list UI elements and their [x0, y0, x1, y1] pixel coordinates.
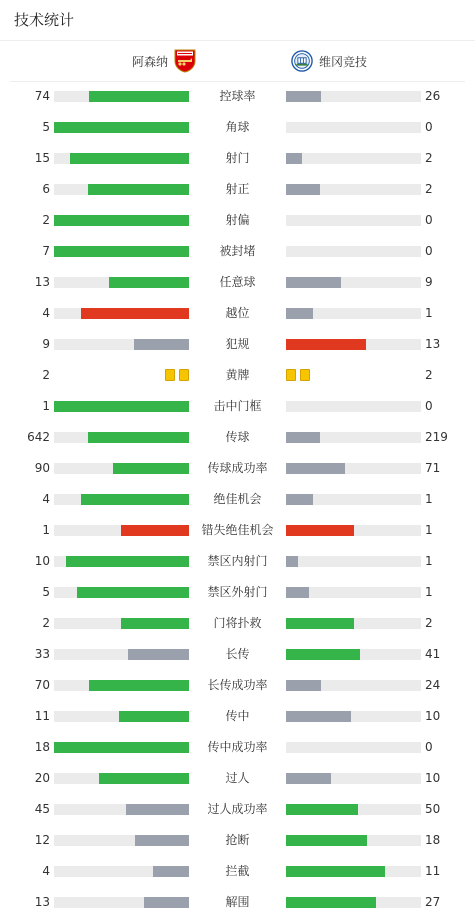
- stat-label: 射偏: [225, 213, 250, 227]
- home-stat-bar-fill: [134, 339, 189, 350]
- divider: [0, 40, 475, 41]
- away-stat-value: 41: [425, 647, 441, 661]
- away-stat-value: 2: [425, 151, 433, 165]
- away-stat-bar-fill: [286, 525, 354, 536]
- home-stat-bar: [54, 432, 189, 443]
- home-stat-value: 642: [27, 430, 50, 444]
- home-stat-bar-fill: [126, 804, 189, 815]
- away-stat-bar: [286, 587, 421, 598]
- home-stat-value: 4: [42, 492, 50, 506]
- home-stat-bar-fill: [121, 618, 189, 629]
- home-stat-bar: [54, 277, 189, 288]
- away-stat-value: 0: [425, 740, 433, 754]
- yellow-card-icon: [179, 369, 189, 381]
- away-stat-bar: [286, 618, 421, 629]
- home-stat-bar: [54, 339, 189, 350]
- away-stat-bar-fill: [286, 835, 367, 846]
- away-stat-value: 50: [425, 802, 441, 816]
- stat-label: 过人成功率: [207, 802, 268, 816]
- home-stat-value: 90: [34, 461, 50, 475]
- away-stat-bar-fill: [286, 711, 351, 722]
- home-stat-bar-fill: [70, 153, 189, 164]
- yellow-card-icon: [165, 369, 175, 381]
- stat-label: 黄牌: [225, 368, 250, 382]
- away-stat-bar-fill: [286, 556, 298, 567]
- home-stat-bar: [54, 897, 189, 908]
- home-stat-bar: [54, 618, 189, 629]
- home-stat-bar: [54, 835, 189, 846]
- stat-label: 被封堵: [219, 244, 256, 258]
- stat-row: [0, 273, 475, 291]
- away-stat-value: 1: [425, 306, 433, 320]
- stat-row: [0, 676, 475, 694]
- away-stat-bar: [286, 556, 421, 567]
- home-stat-bar: [54, 184, 189, 195]
- home-stat-value: 15: [34, 151, 50, 165]
- stat-label: 犯规: [225, 337, 250, 351]
- away-stat-value: 24: [425, 678, 441, 692]
- stat-row: [0, 366, 475, 384]
- stat-label: 传球成功率: [207, 461, 268, 475]
- home-stat-value: 10: [34, 554, 50, 568]
- away-stat-value: 219: [425, 430, 448, 444]
- away-stat-bar-fill: [286, 153, 302, 164]
- home-stat-bar: [54, 525, 189, 536]
- yellow-card-icon: [300, 369, 310, 381]
- away-stat-value: 11: [425, 864, 441, 878]
- home-stat-bar-fill: [54, 246, 189, 257]
- stat-row: [0, 645, 475, 663]
- stat-label: 传球: [225, 430, 250, 444]
- away-stat-bar: [286, 649, 421, 660]
- home-stat-bar: [54, 463, 189, 474]
- home-stat-bar-fill: [77, 587, 189, 598]
- home-stat-bar: [54, 649, 189, 660]
- away-stat-bar: [286, 215, 421, 226]
- away-stat-value: 0: [425, 399, 433, 413]
- stat-label: 错失绝佳机会: [201, 523, 274, 537]
- stat-row: [0, 180, 475, 198]
- home-stat-bar: [54, 215, 189, 226]
- stat-label: 禁区外射门: [207, 585, 268, 599]
- away-stat-value: 9: [425, 275, 433, 289]
- home-stat-bar-fill: [54, 215, 189, 226]
- away-yellow-cards: [286, 369, 310, 382]
- wigan-crest-icon: [291, 49, 313, 73]
- away-stat-value: 10: [425, 709, 441, 723]
- home-stat-bar: [54, 587, 189, 598]
- home-stat-bar-fill: [54, 401, 189, 412]
- away-stat-value: 18: [425, 833, 441, 847]
- home-stat-bar: [54, 308, 189, 319]
- stat-row: [0, 769, 475, 787]
- stat-row: [0, 397, 475, 415]
- away-stat-bar: [286, 804, 421, 815]
- away-stat-bar-fill: [286, 463, 345, 474]
- away-stat-bar: [286, 711, 421, 722]
- stat-label: 射门: [225, 151, 250, 165]
- home-stat-bar-fill: [135, 835, 189, 846]
- stat-row: [0, 800, 475, 818]
- home-stat-value: 13: [34, 275, 50, 289]
- stat-label: 射正: [225, 182, 250, 196]
- home-stat-value: 4: [42, 306, 50, 320]
- away-stat-bar: [286, 897, 421, 908]
- stat-label: 传中成功率: [207, 740, 268, 754]
- home-stat-value: 20: [34, 771, 50, 785]
- away-stat-value: 71: [425, 461, 441, 475]
- home-stat-bar: [54, 680, 189, 691]
- home-stat-bar-fill: [81, 494, 189, 505]
- away-stat-bar-fill: [286, 339, 366, 350]
- away-stat-value: 2: [425, 368, 433, 382]
- away-stat-value: 27: [425, 895, 441, 909]
- page-title: 技术统计: [14, 11, 75, 29]
- home-stat-bar-fill: [88, 432, 189, 443]
- away-stat-bar: [286, 184, 421, 195]
- stat-label: 抢断: [225, 833, 250, 847]
- stat-row: [0, 738, 475, 756]
- home-stat-value: 70: [34, 678, 50, 692]
- away-stat-bar-fill: [286, 897, 376, 908]
- away-stat-bar-fill: [286, 866, 385, 877]
- stat-label: 长传: [225, 647, 250, 661]
- away-stat-value: 0: [425, 120, 433, 134]
- away-stat-bar: [286, 308, 421, 319]
- home-stat-value: 11: [34, 709, 50, 723]
- home-stat-bar: [54, 153, 189, 164]
- away-stat-bar-fill: [286, 618, 354, 629]
- home-stat-bar-fill: [99, 773, 189, 784]
- away-stat-value: 1: [425, 554, 433, 568]
- home-stat-bar-fill: [144, 897, 189, 908]
- home-stat-value: 74: [34, 89, 50, 103]
- home-stat-value: 7: [42, 244, 50, 258]
- away-stat-bar-fill: [286, 587, 309, 598]
- away-team-header[interactable]: [291, 50, 373, 72]
- stat-label: 长传成功率: [207, 678, 268, 692]
- away-stat-bar: [286, 401, 421, 412]
- stat-row: [0, 521, 475, 539]
- away-stat-bar: [286, 122, 421, 133]
- home-stat-value: 33: [34, 647, 50, 661]
- home-stat-value: 45: [34, 802, 50, 816]
- away-stat-value: 26: [425, 89, 441, 103]
- away-stat-bar: [286, 494, 421, 505]
- stat-row: [0, 459, 475, 477]
- stat-row: [0, 490, 475, 508]
- stat-row: [0, 583, 475, 601]
- away-stat-value: 2: [425, 616, 433, 630]
- home-stat-value: 2: [42, 213, 50, 227]
- away-stat-bar: [286, 339, 421, 350]
- stat-row: [0, 304, 475, 322]
- away-stat-bar: [286, 463, 421, 474]
- home-stat-value: 6: [42, 182, 50, 196]
- stat-label: 控球率: [219, 89, 256, 103]
- home-stat-value: 5: [42, 120, 50, 134]
- stat-row: [0, 831, 475, 849]
- home-stat-bar: [54, 556, 189, 567]
- stat-label: 任意球: [219, 275, 256, 289]
- home-stat-bar: [54, 804, 189, 815]
- home-stat-bar: [54, 711, 189, 722]
- divider: [10, 81, 465, 82]
- away-stat-value: 0: [425, 244, 433, 258]
- home-team-header[interactable]: [126, 50, 196, 72]
- home-stat-bar-fill: [89, 680, 189, 691]
- home-stat-bar-fill: [113, 463, 189, 474]
- home-stat-bar: [54, 122, 189, 133]
- stat-label: 角球: [225, 120, 250, 134]
- away-stat-bar: [286, 773, 421, 784]
- away-stat-bar: [286, 525, 421, 536]
- stat-row: [0, 552, 475, 570]
- away-stat-value: 1: [425, 523, 433, 537]
- home-stat-value: 5: [42, 585, 50, 599]
- stat-row: [0, 862, 475, 880]
- home-stat-bar-fill: [88, 184, 189, 195]
- away-stat-value: 2: [425, 182, 433, 196]
- away-stat-bar-fill: [286, 649, 360, 660]
- stat-label: 传中: [225, 709, 250, 723]
- stat-row: [0, 893, 475, 911]
- stat-row: [0, 149, 475, 167]
- home-stat-bar-fill: [119, 711, 189, 722]
- stat-label: 禁区内射门: [207, 554, 268, 568]
- home-stat-bar-fill: [109, 277, 189, 288]
- arsenal-crest-icon: [174, 49, 196, 73]
- home-stat-value: 1: [42, 399, 50, 413]
- yellow-card-icon: [286, 369, 296, 381]
- stat-label: 门将扑救: [213, 616, 262, 630]
- away-stat-bar-fill: [286, 432, 320, 443]
- away-stat-value: 0: [425, 213, 433, 227]
- home-stat-value: 1: [42, 523, 50, 537]
- stat-label: 越位: [225, 306, 250, 320]
- stat-label: 绝佳机会: [213, 492, 262, 506]
- away-stat-bar: [286, 153, 421, 164]
- away-stat-bar-fill: [286, 804, 358, 815]
- away-stat-bar: [286, 680, 421, 691]
- away-stat-bar-fill: [286, 277, 341, 288]
- home-stat-bar-fill: [66, 556, 189, 567]
- home-stat-value: 12: [34, 833, 50, 847]
- home-stat-value: 18: [34, 740, 50, 754]
- stat-row: [0, 614, 475, 632]
- home-stat-bar-fill: [54, 742, 189, 753]
- home-stat-bar-fill: [121, 525, 189, 536]
- stat-row: [0, 707, 475, 725]
- home-stat-bar: [54, 246, 189, 257]
- stat-row: [0, 242, 475, 260]
- away-team-name: 维冈竞技: [319, 54, 368, 69]
- stat-label: 解围: [225, 895, 250, 909]
- stat-label: 拦截: [225, 864, 250, 878]
- home-team-name: 阿森纳: [132, 54, 169, 69]
- home-stat-value: 13: [34, 895, 50, 909]
- away-stat-bar-fill: [286, 91, 321, 102]
- away-stat-bar-fill: [286, 680, 321, 691]
- home-stat-bar-fill: [81, 308, 189, 319]
- away-stat-value: 1: [425, 585, 433, 599]
- home-stat-bar-fill: [54, 122, 189, 133]
- home-stat-value: 9: [42, 337, 50, 351]
- stat-row: [0, 211, 475, 229]
- away-stat-value: 1: [425, 492, 433, 506]
- stat-row: [0, 335, 475, 353]
- away-stat-bar-fill: [286, 494, 313, 505]
- home-stat-bar: [54, 866, 189, 877]
- home-stat-bar-fill: [89, 91, 189, 102]
- away-stat-bar: [286, 91, 421, 102]
- home-stat-value: 2: [42, 616, 50, 630]
- away-stat-bar-fill: [286, 308, 313, 319]
- home-yellow-cards: [165, 369, 189, 382]
- away-stat-value: 10: [425, 771, 441, 785]
- home-stat-bar-fill: [153, 866, 189, 877]
- away-stat-bar-fill: [286, 773, 331, 784]
- home-stat-bar: [54, 401, 189, 412]
- home-stat-bar-fill: [128, 649, 189, 660]
- away-stat-value: 13: [425, 337, 441, 351]
- stat-row: [0, 87, 475, 105]
- home-stat-bar: [54, 773, 189, 784]
- away-stat-bar-fill: [286, 184, 320, 195]
- home-stat-bar: [54, 494, 189, 505]
- home-stat-value: 2: [42, 368, 50, 382]
- home-stat-bar: [54, 742, 189, 753]
- away-stat-bar: [286, 866, 421, 877]
- away-stat-bar: [286, 277, 421, 288]
- away-stat-bar: [286, 835, 421, 846]
- away-stat-bar: [286, 742, 421, 753]
- away-stat-bar: [286, 246, 421, 257]
- stat-row: [0, 118, 475, 136]
- away-stat-bar: [286, 432, 421, 443]
- home-stat-bar: [54, 91, 189, 102]
- home-stat-value: 4: [42, 864, 50, 878]
- stat-row: [0, 428, 475, 446]
- stat-label: 过人: [225, 771, 250, 785]
- stat-label: 击中门框: [213, 399, 262, 413]
